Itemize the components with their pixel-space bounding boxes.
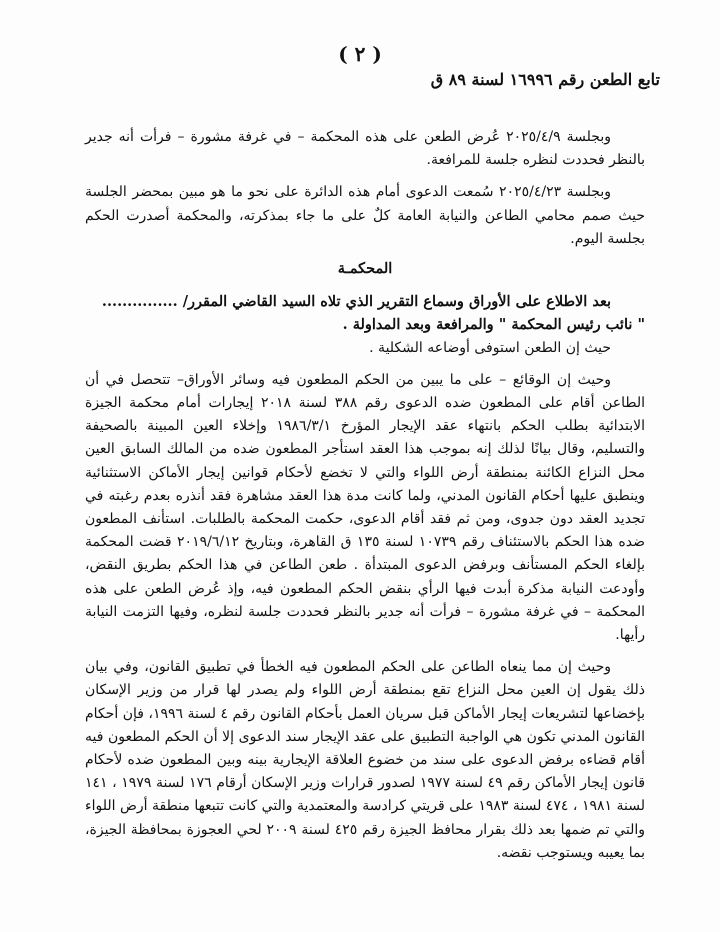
intro-paragraph-2: وبجلسة ٢٠٢٥/٤/٢٣ سُمعت الدعوى أمام هذه الدائرة على نحو ما هو مبين بمحضر الجلسة حيث صمم محامي الطاعن والنيابة العامة كلٌ على ما جاء بمذكرته، والمحكمة أصدرت الحكم بجلسة اليوم. (85, 184, 645, 247)
document-body (85, 126, 645, 865)
case-header: تابع الطعن رقم ١٦٩٩٦ لسنة ٨٩ ق (430, 70, 660, 89)
deliberation-line-2: " نائب رئيس المحكمة " والمرافعة وبعد المداولة . (342, 316, 645, 334)
page-number: ( ٢ ) (338, 42, 382, 66)
deliberation-line-1: بعد الاطلاع على الأوراق وسماع التقرير الذي تلاه السيد القاضي المقرر/ ............... (101, 293, 611, 311)
paragraph-grounds: وحيث إن مما ينعاه الطاعن على الحكم المطعون فيه الخطأ في تطبيق القانون، وفي بيان ذلك يقول إن العين محل النزاع تقع بمنطقة أرض اللواء ولم يصدر لها قرار من وزير الإسكان بإخضاعها لتشريعات إيجار الأماكن قبل سريان العمل بأحكام القانون رقم ٤ لسنة ١٩٩٦، فإن أحكام القانون المدني تكون هي الواجبة التطبيق على عقد الإيجار سند الدعوى إلا أن الحكم المطعون فيه أقام قضاءه برفض الدعوى على سند من خضوع العلاقة الإيجارية بينه وبين المطعون ضده لأحكام قانون إيجار الأماكن رقم ٤٩ لسنة ١٩٧٧ لصدور قرارات وزير الإسكان أرقام ١٧٦ لسنة ١٩٧٩ ، ١٤١ لسنة ١٩٨١ ، ٤٧٤ لسنة ١٩٨٣ على قريتي كرادسة والمعتمدية والتي كانت تتبعها منطقة أرض اللواء والتي تم ضمها بعد ذلك بقرار محافظ الجيزة رقم ٤٢٥ لسنة ٢٠٠٩ لحي العجوزة بمحافظة الجيزة، بما يعيبه ويستوجب نقضه. (85, 659, 646, 861)
paragraph-facts: وحيث إن الوقائع – على ما يبين من الحكم المطعون فيه وسائر الأوراق– تتحصل في أن الطاعن أقام على المطعون ضده الدعوى رقم ٣٨٨ لسنة ٢٠١٨ إيجارات أمام محكمة الجيزة الابتدائية بطلب الحكم بانتهاء عقد الإيجار المؤرخ ١٩٨٦/٣/١ وإخلاء العين المبينة بالصحيفة والتسليم، وقال بيانًا لذلك إنه بموجب هذا العقد استأجر المطعون ضده من المالك السابق العين محل النزاع الكائنة بمنطقة أرض اللواء والتي لا تخضع لأحكام قوانين إيجار الأماكن الاستثنائية وينطبق عليها أحكام القانون المدني، ولما كانت مدة هذا العقد مشاهرة فقد أنذره بعدم رغبته في تجديد العقد دون جدوى، ومن ثم فقد أقام الدعوى، حكمت المحكمة بالطلبات. استأنف المطعون ضده هذا الحكم بالاستئناف رقم ١٠٧٣٩ لسنة ١٣٥ ق القاهرة، وبتاريخ ٢٠١٩/٦/١٢ قضت المحكمة بإلغاء الحكم المستأنف وبرفض الدعوى المبتدأة . طعن الطاعن في هذا الحكم بطريق النقض، وأودعت النيابة مذكرة أبدت فيها الرأي بنقض الحكم المطعون فيه، وإذ عُرض الطعن على هذه المحكمة – في غرفة مشورة – فرأت أنه جدير بالنظر فحددت جلسة لنظره، وفيها التزمت النيابة رأيها. (85, 371, 645, 644)
section-title: المحكمـة (337, 260, 393, 278)
paragraph-form: حيث إن الطعن استوفى أوضاعه الشكلية . (369, 339, 611, 356)
intro-paragraph-1: وبجلسة ٢٠٢٥/٤/٩ عُرض الطعن على هذه المحكمة – في غرفة مشورة – فرأت أنه جدير بالنظر فحددت لنظره جلسة للمرافعة. (85, 129, 645, 169)
